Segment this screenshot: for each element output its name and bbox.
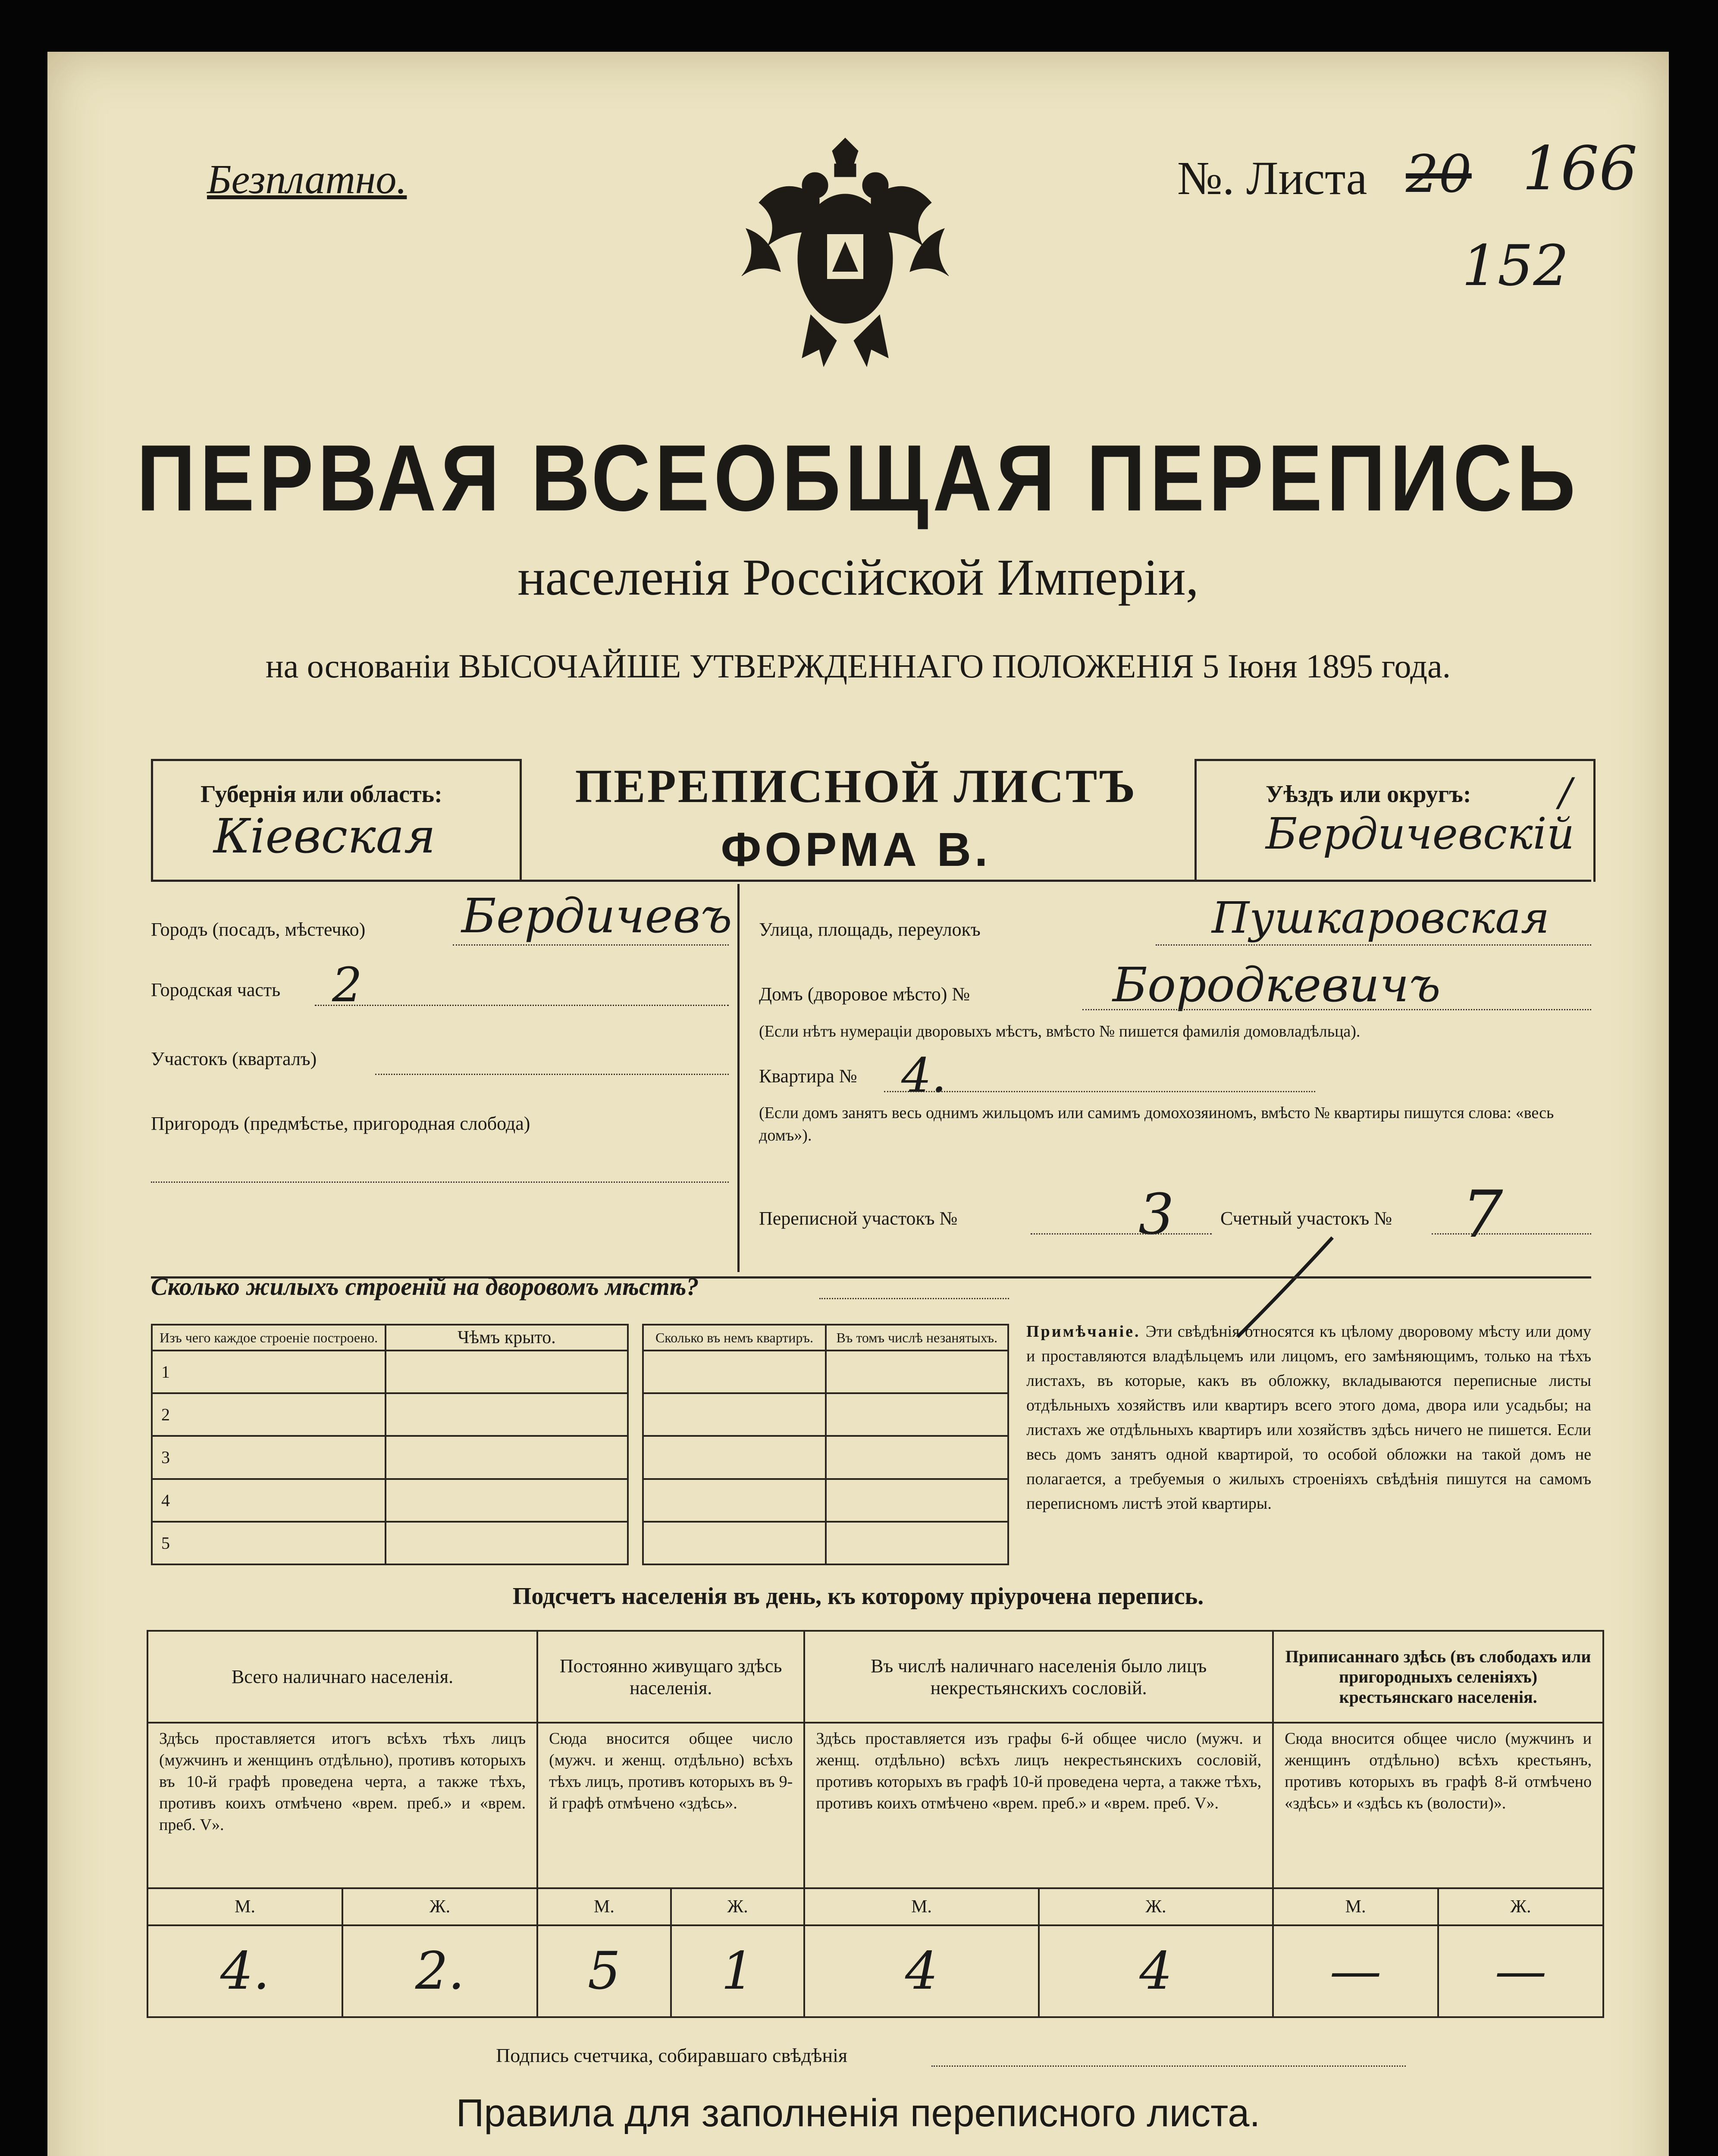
apartment-label: Квартира № [759,1065,857,1087]
count-peasant-f-value[interactable]: — [1438,1925,1603,2017]
city-part-label: Городская часть [151,979,281,1000]
count-col-present-desc: Здѣсь проставляется итогъ всѣхъ тѣхъ лицъ (мужчинъ и женщинъ отдѣльно), противъ которыхъ въ 10-й графѣ проведена черта, а также тѣхъ, противъ коихъ отмѣчено «врем. преб.» и «врем. преб. V». [147,1723,537,1888]
buildings-row-5: 5 [152,1522,386,1564]
count-present-f-value[interactable]: 2. [342,1925,537,2017]
plot-field [151,1048,729,1087]
count-plot-label: Счетный участокъ № [1220,1208,1392,1229]
census-plot-value[interactable]: 3 [1138,1181,1174,1247]
count-col-permanent-header: Постоянно живущаго здѣсь населенія. [537,1631,804,1723]
census-title: ПЕРВАЯ ВСЕОБЩАЯ ПЕРЕПИСЬ [136,426,1580,531]
buildings-col-roof: Чѣмъ крыто. [386,1325,628,1351]
count-present-f-label: Ж. [342,1888,537,1925]
count-present-m-value[interactable]: 4. [147,1925,342,2017]
province-box [151,759,522,882]
buildings-row-1: 1 [152,1351,386,1393]
house-note: (Если нѣтъ нумераціи дворовыхъ мѣстъ, вмѣсто № пишется фамилія домовладѣльца). [759,1022,1361,1040]
district-label: Уѣздъ или округъ: [1266,781,1471,808]
city-part-value[interactable]: 2 [332,957,362,1012]
free-label: Безплатно. [207,156,407,202]
province-value[interactable]: Кіевская [213,808,436,864]
sheet-number-label: №. Листа [1177,152,1367,204]
note-label: Примѣчаніе. [1026,1322,1141,1341]
district-value[interactable]: Бердичевскій [1266,808,1575,859]
street-label: Улица, площадь, переулокъ [759,919,981,940]
buildings-question: Сколько жилыхъ строеній на дворовомъ мѣстѣ? [151,1272,699,1300]
census-basis: на основаніи ВЫСОЧАЙШЕ УТВЕРЖДЕННАГО ПОЛОЖЕНІЯ 5 Іюня 1895 года. [265,647,1451,685]
buildings-note [1026,1319,1591,1516]
street-field [759,893,1591,957]
buildings-table [151,1324,1009,1565]
count-permanent-f-value[interactable]: 1 [671,1925,805,2017]
buildings-row-4: 4 [152,1479,386,1522]
double-headed-eagle-emblem [733,134,957,375]
count-plot-value[interactable]: 7 [1462,1177,1503,1252]
note-text: Эти свѣдѣнія относятся къ цѣлому дворовому мѣсту или дому и проставляются владѣльцемъ или лицомъ, его замѣняющимъ, только на тѣхъ листахъ, въ которые, какъ въ обложку, вкладываются переписные листы отдѣльныхъ хозяйствъ или квартиръ всего этого дома, двора или усадьбы; на листахъ же отдѣльныхъ квартиръ или хозяйствъ здѣсь ничего не пишется. Если весь домъ занятъ одной квартирой, то особой обложки на такой домъ не полагается, а требуемыя о жилыхъ строеніяхъ свѣдѣнія пишутся на самомъ переписномъ листѣ этой квартиры. [1026,1322,1592,1513]
buildings-col-apartments: Сколько въ немъ квартиръ. [643,1325,825,1351]
count-col-peasant-desc: Сюда вносится общее число (мужчинъ и женщинъ отдѣльно) всѣхъ крестьянъ, противъ которыхъ въ графѣ 8-й отмѣчено «здѣсь» и «здѣсь къ (волости)». [1273,1723,1603,1888]
count-permanent-f-label: Ж. [671,1888,805,1925]
house-label: Домъ (дворовое мѣсто) № [759,984,970,1005]
city-value[interactable]: Бердичевъ [461,888,732,943]
count-permanent-m-value[interactable]: 5 [537,1925,671,2017]
count-nonpeasant-m-value[interactable]: 4 [804,1925,1038,2017]
district-hand-mark: / [1559,770,1572,815]
sheet-number-hand-2: 166 [1522,134,1638,204]
province-label: Губернія или область: [201,781,442,808]
house-field [759,957,1591,1056]
count-col-permanent-desc: Сюда вносится общее число (мужч. и женщ. отдѣльно) всѣхъ тѣхъ лицъ, противъ которыхъ въ 9-й графѣ отмѣчено «здѣсь». [537,1723,804,1888]
census-subtitle: населенія Россійской Имперіи, [517,548,1199,606]
count-peasant-f-label: Ж. [1438,1888,1603,1925]
suburb-field [151,1112,729,1190]
buildings-col-material: Изъ чего каждое строеніе построено. [152,1325,386,1351]
count-present-m-label: М. [147,1888,342,1925]
census-plot-field [759,1177,1591,1252]
census-plot-label: Переписной участокъ № [759,1208,958,1229]
count-col-nonpeasant-desc: Здѣсь проставляется изъ графы 6-й общее число (мужч. и женщ. отдѣльно) всѣхъ лицъ некрестьянскихъ сословій, противъ которыхъ въ графѣ 10-й проведена черта, а также тѣхъ, противъ коихъ отмѣчено «врем. преб.» и «врем. преб. V». [804,1723,1273,1888]
plot-label: Участокъ (кварталъ) [151,1048,317,1069]
count-col-peasant-header: Приписаннаго здѣсь (въ слободахъ или пригородныхъ селеніяхъ) крестьянскаго населенія. [1273,1631,1603,1723]
buildings-col-vacant: Въ томъ числѣ незанятыхъ. [826,1325,1009,1351]
form-title-block [522,759,1190,877]
count-nonpeasant-m-label: М. [804,1888,1038,1925]
rules-title: Правила для заполненія переписного листа. [456,2092,1260,2135]
count-table [147,1630,1604,2018]
sheet-number-hand-1: 20 [1406,144,1472,204]
count-col-present-header: Всего наличнаго населенія. [147,1631,537,1723]
apartment-value[interactable]: 4. [901,1048,947,1103]
apartment-field [759,1048,1591,1177]
city-label: Городъ (посадъ, мѣстечко) [151,919,366,940]
sheet-number-hand-3: 152 [1462,233,1569,298]
census-sheet [47,52,1669,2156]
count-permanent-m-label: М. [537,1888,671,1925]
form-type: ФОРМА В. [721,823,991,876]
count-title: Подсчетъ населенія въ день, къ которому пріурочена перепись. [512,1583,1204,1610]
district-box [1194,759,1596,882]
street-value[interactable]: Пушкаровская [1212,893,1550,943]
signature-label: Подпись счетчика, собиравшаго свѣдѣнія [496,2044,848,2066]
form-header-rule [151,880,1591,882]
buildings-row-3: 3 [152,1436,386,1479]
suburb-label: Пригородъ (предмѣстье, пригородная слобода) [151,1113,530,1134]
count-peasant-m-label: М. [1273,1888,1438,1925]
count-nonpeasant-f-value[interactable]: 4 [1039,1925,1273,2017]
house-value[interactable]: Бородкевичъ [1113,957,1441,1012]
buildings-row-2: 2 [152,1393,386,1436]
form-name: ПЕРЕПИСНОЙ ЛИСТЪ [575,760,1137,812]
fields-divider [737,884,740,1272]
count-peasant-m-value[interactable]: — [1273,1925,1438,2017]
count-col-nonpeasant-header: Въ числѣ наличнаго населенія было лицъ некрестьянскихъ сословій. [804,1631,1273,1723]
city-part-field [151,957,729,1018]
apartment-note: (Если домъ занятъ весь однимъ жильцомъ или самимъ домохозяиномъ, вмѣсто № квартиры пишутся слова: «весь домъ»). [759,1104,1554,1144]
city-field [151,888,732,957]
count-nonpeasant-f-label: Ж. [1039,1888,1273,1925]
